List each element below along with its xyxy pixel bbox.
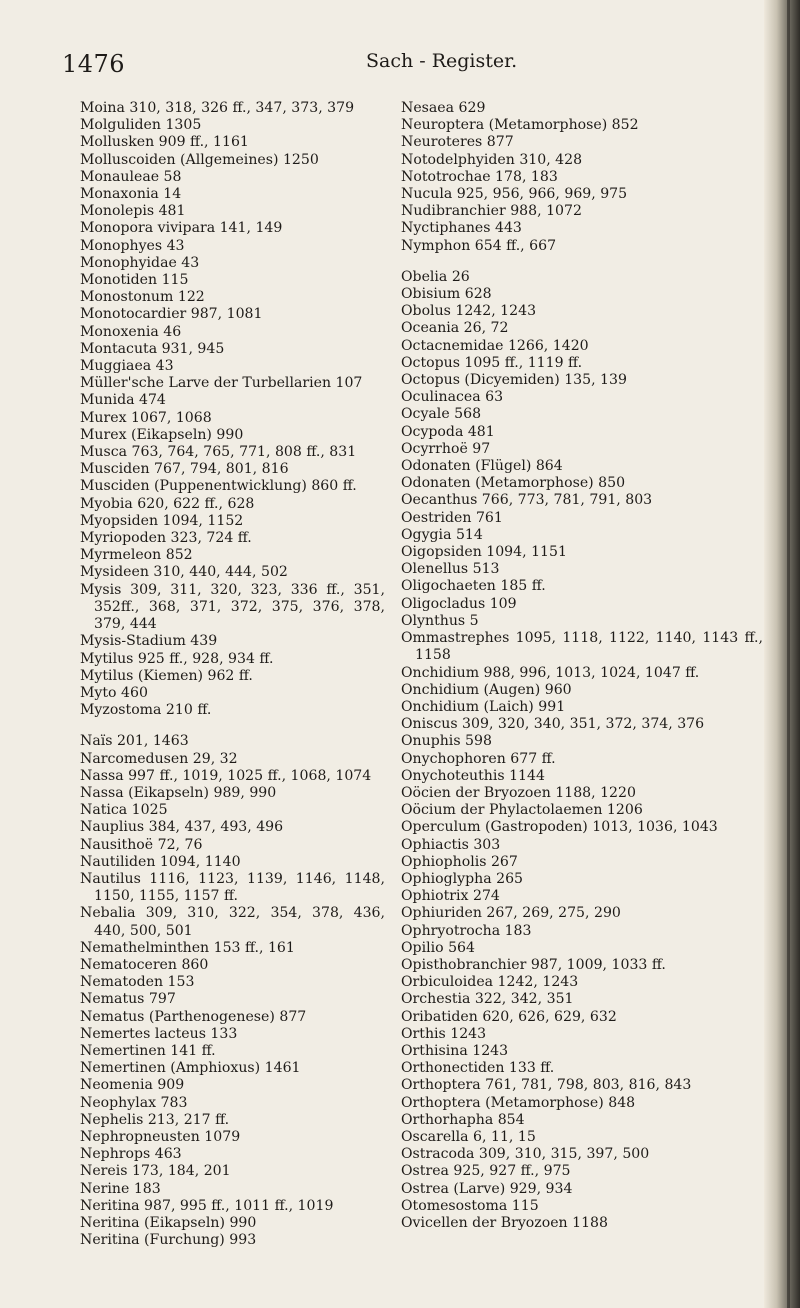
index-entry: Odonaten (Metamorphose) 850 bbox=[401, 475, 626, 492]
index-entry: Ostracoda 309, 310, 315, 397, 500 bbox=[401, 1146, 650, 1163]
index-column-left bbox=[80, 100, 385, 1249]
index-entry: Onychophoren 677 ff. bbox=[401, 750, 556, 767]
index-entry: Musciden (Puppenentwicklung) 860 ff. bbox=[80, 478, 357, 495]
index-entry: Oceania 26, 72 bbox=[401, 320, 509, 337]
index-entry: Molluscoiden (Allgemeines) 1250 bbox=[80, 151, 319, 168]
index-entry: Olenellus 513 bbox=[401, 561, 500, 578]
index-entry: Ophioglypha 265 bbox=[401, 870, 524, 887]
index-entry: Mollusken 909 ff., 1161 bbox=[80, 134, 249, 151]
index-entry: Onuphis 598 bbox=[401, 733, 492, 750]
index-entry: Myobia 620, 622 ff., 628 bbox=[80, 495, 255, 512]
index-entry: Ocyrrhoë 97 bbox=[401, 440, 491, 457]
index-entry: Ophiuriden 267, 269, 275, 290 bbox=[401, 905, 621, 922]
index-entry: Ocyale 568 bbox=[401, 406, 482, 423]
index-entry: Neomenia 909 bbox=[80, 1077, 185, 1094]
index-entry: Nassa 997 ff., 1019, 1025 ff., 1068, 1074 bbox=[80, 767, 372, 784]
page-number: 1476 bbox=[62, 50, 126, 78]
index-entry: Nematoden 153 bbox=[80, 974, 195, 991]
index-entry: Molguliden 1305 bbox=[80, 117, 202, 134]
index-entry: Orthisina 1243 bbox=[401, 1042, 509, 1059]
index-entry: Myrmeleon 852 bbox=[80, 547, 193, 564]
index-entry: Octopus (Dicyemiden) 135, 139 bbox=[401, 372, 627, 389]
index-entry: Monolepis 481 bbox=[80, 203, 186, 220]
index-entry: Natica 1025 bbox=[80, 802, 168, 819]
index-entry: Monophyes 43 bbox=[80, 237, 185, 254]
index-entry: Mysis 309, 311, 320, 323, 336 ff., 351, 352ff., 368, 371, 372, 375, 376, 378, 379, 444 bbox=[80, 581, 385, 633]
index-entry: Mysideen 310, 440, 444, 502 bbox=[80, 564, 288, 581]
index-entry: Nassa (Eikapseln) 989, 990 bbox=[80, 784, 277, 801]
index-entry: Oligochaeten 185 ff. bbox=[401, 578, 546, 595]
index-entry: Ostrea 925, 927 ff., 975 bbox=[401, 1163, 571, 1180]
index-entry: Nautiliden 1094, 1140 bbox=[80, 853, 241, 870]
index-entry: Muggiaea 43 bbox=[80, 358, 174, 375]
index-entry: Ogygia 514 bbox=[401, 526, 483, 543]
index-entry: Nerine 183 bbox=[80, 1180, 161, 1197]
index-entry: Oöcium der Phylactolaemen 1206 bbox=[401, 802, 643, 819]
index-entry: Neuroptera (Metamorphose) 852 bbox=[401, 117, 639, 134]
index-entry: Monopora vivipara 141, 149 bbox=[80, 220, 283, 237]
index-entry: Nephelis 213, 217 ff. bbox=[80, 1111, 230, 1128]
index-entry: Orthis 1243 bbox=[401, 1025, 487, 1042]
index-entry: Müller'sche Larve der Turbellarien 107 bbox=[80, 375, 363, 392]
index-entry: Neritina 987, 995 ff., 1011 ff., 1019 bbox=[80, 1197, 334, 1214]
book-spine-line bbox=[787, 0, 790, 1308]
index-entry: Oestriden 761 bbox=[401, 509, 503, 526]
index-entry: Obolus 1242, 1243 bbox=[401, 303, 537, 320]
index-entry: Musciden 767, 794, 801, 816 bbox=[80, 461, 289, 478]
index-entry: Onchidium (Augen) 960 bbox=[401, 681, 572, 698]
index-entry: Onchidium 988, 996, 1013, 1024, 1047 ff. bbox=[401, 664, 700, 681]
index-entry: Nesaea 629 bbox=[401, 100, 486, 116]
index-entry: Nyctiphanes 443 bbox=[401, 220, 522, 237]
index-entry: Munida 474 bbox=[80, 392, 166, 409]
index-entry: Nematus (Parthenogenese) 877 bbox=[80, 1008, 307, 1025]
index-entry: Otomesostoma 115 bbox=[401, 1197, 539, 1214]
index-entry: Nereis 173, 184, 201 bbox=[80, 1163, 231, 1180]
index-entry: Monostonum 122 bbox=[80, 289, 205, 306]
index-entry: Olynthus 5 bbox=[401, 612, 479, 629]
index-entry: Ophiotrix 274 bbox=[401, 888, 500, 905]
index-entry: Nemertinen 141 ff. bbox=[80, 1042, 216, 1059]
index-entry: Nemathelminthen 153 ff., 161 bbox=[80, 939, 295, 956]
index-entry: Ophiactis 303 bbox=[401, 836, 501, 853]
index-entry: Nebalia 309, 310, 322, 354, 378, 436, 440, 500, 501 bbox=[80, 905, 385, 939]
index-entry: Orthoptera (Metamorphose) 848 bbox=[401, 1094, 636, 1111]
index-entry: Onychoteuthis 1144 bbox=[401, 767, 545, 784]
index-entry: Nymphon 654 ff., 667 bbox=[401, 237, 557, 254]
index-entry: Oculinacea 63 bbox=[401, 389, 504, 406]
index-entry: Obisium 628 bbox=[401, 286, 492, 303]
index-entry: Neophylax 783 bbox=[80, 1094, 188, 1111]
index-entry: Oigopsiden 1094, 1151 bbox=[401, 544, 567, 561]
page-edge-shadow bbox=[764, 0, 800, 1308]
index-entry: Ocypoda 481 bbox=[401, 423, 495, 440]
index-entry: Nototrochae 178, 183 bbox=[401, 168, 558, 185]
index-entry: Myriopoden 323, 724 ff. bbox=[80, 530, 252, 547]
index-entry: Monauleae 58 bbox=[80, 168, 182, 185]
index-entry: Moina 310, 318, 326 ff., 347, 373, 379 bbox=[80, 100, 355, 116]
index-entry: Myopsiden 1094, 1152 bbox=[80, 512, 244, 529]
index-entry: Montacuta 931, 945 bbox=[80, 340, 225, 357]
index-entry: Oecanthus 766, 773, 781, 791, 803 bbox=[401, 492, 653, 509]
index-entry: Neritina (Eikapseln) 990 bbox=[80, 1215, 257, 1231]
index-entry: Nudibranchier 988, 1072 bbox=[401, 203, 582, 220]
index-entry: Opilio 564 bbox=[401, 939, 475, 956]
index-entry: Nausithoë 72, 76 bbox=[80, 836, 203, 853]
index-entry: Nauplius 384, 437, 493, 496 bbox=[80, 819, 284, 836]
index-entry: Orthorhapha 854 bbox=[401, 1111, 525, 1128]
section-gap bbox=[80, 719, 385, 733]
index-entry: Orthonectiden 133 ff. bbox=[401, 1060, 555, 1077]
index-entry: Nephrops 463 bbox=[80, 1146, 182, 1163]
index-entry: Murex (Eikapseln) 990 bbox=[80, 426, 244, 443]
index-entry: Oöcien der Bryozoen 1188, 1220 bbox=[401, 784, 636, 801]
index-entry: Orbiculoidea 1242, 1243 bbox=[401, 974, 579, 991]
index-entry: Musca 763, 764, 765, 771, 808 ff., 831 bbox=[80, 444, 357, 461]
index-entry: Octopus 1095 ff., 1119 ff. bbox=[401, 354, 583, 371]
index-entry: Monotiden 115 bbox=[80, 272, 189, 289]
index-entry: Oscarella 6, 11, 15 bbox=[401, 1128, 536, 1145]
index-entry: Nautilus 1116, 1123, 1139, 1146, 1148, 1150, 1155, 1157 ff. bbox=[80, 870, 385, 905]
running-head: Sach - Register. bbox=[366, 50, 518, 72]
index-entry: Monoxenia 46 bbox=[80, 323, 182, 340]
index-entry: Orchestia 322, 342, 351 bbox=[401, 991, 574, 1008]
index-entry: Ostrea (Larve) 929, 934 bbox=[401, 1180, 573, 1197]
index-column-right bbox=[401, 100, 763, 1232]
index-entry: Murex 1067, 1068 bbox=[80, 409, 212, 426]
index-entry: Ophiopholis 267 bbox=[401, 853, 518, 870]
index-entry: Mysis-Stadium 439 bbox=[80, 633, 218, 650]
index-entry: Obelia 26 bbox=[401, 268, 470, 285]
index-entry: Monaxonia 14 bbox=[80, 186, 182, 203]
index-entry: Oribatiden 620, 626, 629, 632 bbox=[401, 1008, 617, 1025]
index-entry: Neritina (Furchung) 993 bbox=[80, 1232, 257, 1249]
index-entry: Ovicellen der Bryozoen 1188 bbox=[401, 1215, 608, 1231]
section-gap bbox=[401, 255, 763, 269]
index-entry: Nematoceren 860 bbox=[80, 956, 209, 973]
index-entry: Myzostoma 210 ff. bbox=[80, 702, 212, 719]
index-entry: Neuroteres 877 bbox=[401, 134, 514, 151]
index-entry: Notodelphyiden 310, 428 bbox=[401, 151, 583, 168]
index-entry: Opisthobranchier 987, 1009, 1033 ff. bbox=[401, 956, 666, 973]
index-entry: Myto 460 bbox=[80, 684, 148, 701]
index-entry: Naïs 201, 1463 bbox=[80, 733, 189, 750]
index-entry: Ommastrephes 1095, 1118, 1122, 1140, 1143 ff., 1158 bbox=[401, 630, 763, 664]
index-entry: Onchidium (Laich) 991 bbox=[401, 698, 566, 715]
index-entry: Ophryotrocha 183 bbox=[401, 922, 532, 939]
index-entry: Monophyidae 43 bbox=[80, 254, 200, 271]
index-entry: Oniscus 309, 320, 340, 351, 372, 374, 376 bbox=[401, 716, 705, 733]
index-entry: Nematus 797 bbox=[80, 991, 176, 1008]
index-entry: Operculum (Gastropoden) 1013, 1036, 1043 bbox=[401, 819, 718, 836]
index-entry: Orthoptera 761, 781, 798, 803, 816, 843 bbox=[401, 1077, 692, 1094]
index-entry: Odonaten (Flügel) 864 bbox=[401, 458, 563, 475]
index-entry: Nemertes lacteus 133 bbox=[80, 1025, 238, 1042]
index-entry: Narcomedusen 29, 32 bbox=[80, 750, 238, 767]
index-entry: Octacnemidae 1266, 1420 bbox=[401, 337, 589, 354]
index-entry: Nemertinen (Amphioxus) 1461 bbox=[80, 1060, 301, 1077]
index-entry: Mytilus 925 ff., 928, 934 ff. bbox=[80, 650, 274, 667]
index-entry: Mytilus (Kiemen) 962 ff. bbox=[80, 667, 253, 684]
index-entry: Oligocladus 109 bbox=[401, 595, 517, 612]
index-entry: Monotocardier 987, 1081 bbox=[80, 306, 263, 323]
index-entry: Nephropneusten 1079 bbox=[80, 1128, 241, 1145]
index-entry: Nucula 925, 956, 966, 969, 975 bbox=[401, 186, 628, 203]
